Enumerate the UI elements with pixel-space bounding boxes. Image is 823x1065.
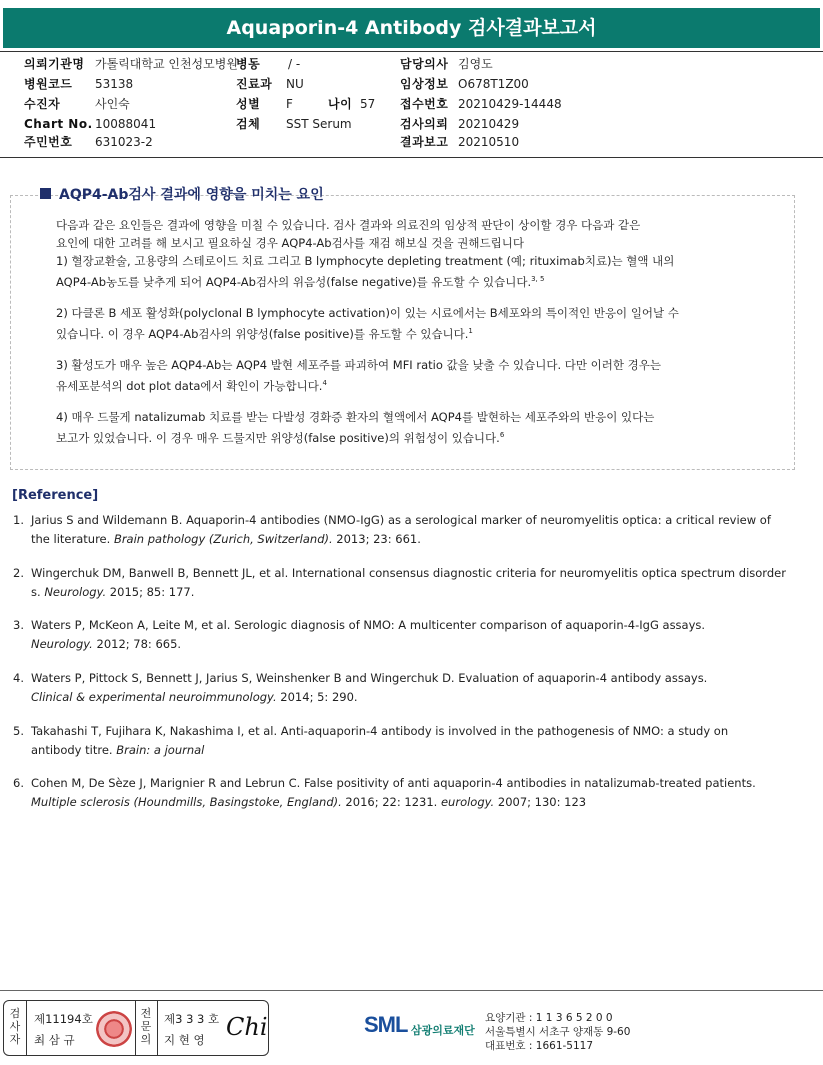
reference-2-number: 2. <box>13 566 24 580</box>
factor-2-line-1: 2) 다클론 B 세포 활성화(polyclonal B lymphocyte activation)이 있는 시료에서는 B세포와의 특이적인 반응이 일어날 수 <box>56 306 679 320</box>
tester-name: 최 삼 규 <box>34 1033 75 1047</box>
factors-heading-text: AQP4-Ab검사 결과에 영향을 미치는 요인 <box>59 187 324 203</box>
reference-6 <box>13 774 817 812</box>
factor-4 <box>56 408 768 447</box>
org-code: 요양기관 : 1 1 3 6 5 2 0 0 <box>485 1012 613 1024</box>
reference-5-journal: Brain: a journal <box>116 743 205 757</box>
factor-4-line-1: 4) 매우 드물게 natalizumab 치료를 받는 다발성 경화증 환자의 혈액에서 AQP4를 발현하는 세포주와의 반응이 있다는 <box>56 410 655 424</box>
sml-logo: SML <box>364 1012 408 1037</box>
reference-2-text: s. <box>31 585 45 599</box>
factor-3-line-2 <box>56 374 768 395</box>
reference-1-text: the literature. <box>31 532 114 546</box>
receipt-no-value: 20210429-14448 <box>458 97 562 111</box>
header-bottom-rule <box>0 157 823 158</box>
factor-1-citation: 3, 5 <box>531 275 545 283</box>
clinical-info-value: O678T1Z00 <box>458 77 529 91</box>
org-phone: 대표번호 : 1661-5117 <box>485 1040 594 1052</box>
report-title: Aquaporin-4 Antibody 검사결과보고서 <box>3 8 820 48</box>
signature: Chi <box>226 1013 268 1041</box>
collector-value: 사인숙 <box>95 97 130 111</box>
reference-1 <box>13 511 817 549</box>
stamp-divider-3 <box>157 1001 158 1055</box>
reference-6-number: 6. <box>13 776 24 790</box>
report-date-label: 결과보고 <box>400 135 449 149</box>
factor-1-line-2 <box>56 270 768 291</box>
specialist-name: 지 현 영 <box>164 1033 205 1047</box>
id-no-label: 주민번호 <box>24 135 73 149</box>
id-no-value: 631023-2 <box>95 135 153 149</box>
intro-line-1: 다음과 같은 요인들은 결과에 영향을 미칠 수 있습니다. 검사 결과와 의료진의 임상적 판단이 상이할 경우 다음과 같은 <box>56 218 641 232</box>
footer-rule <box>0 990 823 991</box>
request-date-value: 20210429 <box>458 117 520 131</box>
reference-6-citation: 2016; 22: 1231. <box>341 795 441 809</box>
factor-1-line-1: 1) 혈장교환술, 고용량의 스테로이드 치료 그리고 B lymphocyte depleting treatment (예; rituximab치료)는 혈액 내의 <box>56 254 675 268</box>
collector-label: 수진자 <box>24 97 61 111</box>
seal-stamp-icon <box>96 1011 132 1047</box>
institution-label: 의뢰기관명 <box>24 57 85 71</box>
reference-2 <box>13 564 817 602</box>
chart-no-label: Chart No. <box>24 117 93 131</box>
factor-3 <box>56 356 768 395</box>
signature-stamp-box <box>3 1000 269 1056</box>
factor-2-citation: 1 <box>468 327 473 335</box>
ward-label: 병동 <box>236 57 261 71</box>
ward-value: / - <box>288 57 301 71</box>
age-value: 57 <box>360 97 376 111</box>
reference-6-journal-2: eurology. <box>440 795 495 809</box>
reference-heading: [Reference] <box>12 488 99 503</box>
reference-1-journal: Brain pathology (Zurich, Switzerland). <box>113 532 333 546</box>
factor-2-text: 있습니다. 이 경우 AQP4-Ab검사의 위양성(false positive)를 유도할 수 있습니다. <box>56 326 469 341</box>
stamp-divider-2 <box>135 1001 136 1055</box>
header-top-rule <box>0 51 823 52</box>
factor-2 <box>56 304 768 343</box>
reference-5-line-1: Takahashi T, Fujihara K, Nakashima I, et al. Anti-aquaporin-4 antibody is involved in the pathogenesis of NMO: a study on <box>31 724 729 738</box>
clinical-info-label: 임상정보 <box>400 77 449 91</box>
institution-value: 가톨릭대학교 인천성모병원 <box>95 57 238 71</box>
hospital-code-label: 병원코드 <box>24 77 73 91</box>
reference-2-line-1: Wingerchuk DM, Banwell B, Bennett JL, et al. International consensus diagnostic criteria for neuromyelitis optica spectrum disorder <box>31 566 786 580</box>
request-date-label: 검사의뢰 <box>400 117 449 131</box>
hospital-code-value: 53138 <box>95 77 134 91</box>
stamp-divider-1 <box>26 1001 27 1055</box>
specialist-license: 제3 3 3 호 <box>164 1012 220 1026</box>
reference-5-text: antibody titre. <box>31 743 117 757</box>
sml-logo-subtitle: 삼광의료재단 <box>411 1024 475 1037</box>
department-label: 진료과 <box>236 77 273 91</box>
doctor-label: 담당의사 <box>400 57 449 71</box>
org-address: 서울특별시 서초구 양재동 9-60 <box>485 1026 631 1038</box>
factor-4-line-2 <box>56 426 768 447</box>
reference-5-number: 5. <box>13 724 24 738</box>
report-date-value: 20210510 <box>458 135 520 149</box>
reference-2-journal: Neurology. <box>44 585 107 599</box>
reference-5 <box>13 722 817 760</box>
reference-1-citation: 2013; 23: 661. <box>332 532 421 546</box>
reference-6-line-1: Cohen M, De Sèze J, Marignier R and Lebrun C. False positivity of anti aquaporin-4 antibodies in natalizumab-treated patients. <box>31 776 756 790</box>
reference-4-citation: 2014; 5: 290. <box>276 690 358 704</box>
reference-2-citation: 2015; 85: 177. <box>106 585 195 599</box>
reference-3-line-1: Waters P, McKeon A, Leite M, et al. Serologic diagnosis of NMO: A multicenter comparison of aquaporin-4-IgG assays. <box>31 618 706 632</box>
reference-4 <box>13 669 817 707</box>
factor-4-citation: 6 <box>499 431 505 439</box>
reference-3 <box>13 616 817 654</box>
reference-4-journal: Clinical & experimental neuroimmunology. <box>31 690 277 704</box>
intro-line-2: 요인에 대한 고려를 해 보시고 필요하실 경우 AQP4-Ab검사를 재검 해보실 것을 권해드립니다 <box>56 236 524 250</box>
factor-3-line-1: 3) 활성도가 매우 높은 AQP4-Ab는 AQP4 발현 세포주를 파괴하여 MFI ratio 값을 낮출 수 있습니다. 다만 이러한 경우는 <box>56 358 661 372</box>
specimen-value: SST Serum <box>286 117 352 131</box>
age-label: 나이 <box>328 97 353 111</box>
reference-1-line-1: Jarius S and Wildemann B. Aquaporin-4 antibodies (NMO-IgG) as a serological marker of neuromyelitis optica: a critical review of <box>31 513 771 527</box>
reference-6-journal: Multiple sclerosis (Houndmills, Basingstoke, England). <box>31 795 342 809</box>
factors-intro <box>56 216 768 291</box>
factor-3-text: 유세포분석의 dot plot data에서 확인이 가능합니다. <box>56 378 323 393</box>
reference-3-journal: Neurology. <box>31 637 93 651</box>
tester-label-text: 검사자 <box>9 1007 21 1046</box>
reference-4-line-1: Waters P, Pittock S, Bennett J, Jarius S, Weinshenker B and Wingerchuk D. Evaluation of aquaporin-4 antibody assays. <box>31 671 708 685</box>
tester-label <box>8 1007 22 1046</box>
square-bullet-icon <box>40 188 51 199</box>
sex-value: F <box>286 97 293 111</box>
factor-1-text: AQP4-Ab농도를 낮추게 되어 AQP4-Ab검사의 위음성(false negative)를 유도할 수 있습니다. <box>56 274 532 289</box>
reference-1-number: 1. <box>13 513 24 527</box>
reference-3-number: 3. <box>13 618 24 632</box>
receipt-no-label: 접수번호 <box>400 97 449 111</box>
specialist-label <box>139 1007 153 1046</box>
reference-4-number: 4. <box>13 671 24 685</box>
tester-license: 제11194호 <box>34 1012 93 1026</box>
sex-label: 성별 <box>236 97 261 111</box>
factors-heading <box>40 184 324 204</box>
factor-4-text: 보고가 있었습니다. 이 경우 매우 드물지만 위양성(false positive)의 위험성이 있습니다. <box>56 430 500 445</box>
reference-3-citation: 2012; 78: 665. <box>92 637 182 651</box>
chart-no-value: 10088041 <box>95 117 157 131</box>
factor-2-line-2 <box>56 322 768 343</box>
specialist-label-text: 전문의 <box>140 1007 152 1046</box>
department-value: NU <box>286 77 304 91</box>
doctor-value: 김영도 <box>458 57 493 71</box>
specimen-label: 검체 <box>236 117 261 131</box>
factor-3-citation: 4 <box>322 379 327 387</box>
reference-6-citation-2: 2007; 130: 123 <box>494 795 587 809</box>
